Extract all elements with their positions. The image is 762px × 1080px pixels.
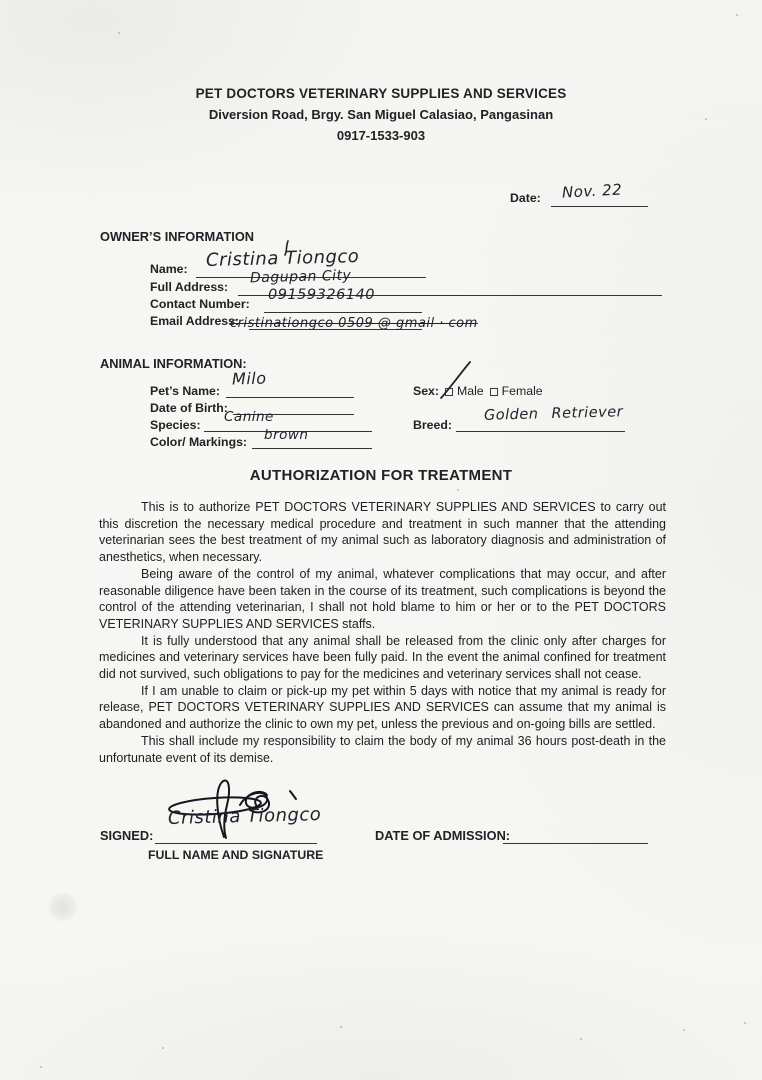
breed-handwritten: Golden Retriever: [483, 404, 624, 424]
clinic-phone: 0917-1533-903: [336, 128, 426, 143]
female-checkbox: [490, 388, 498, 396]
paper-speck: [580, 1038, 582, 1040]
date-label: Date:: [510, 191, 541, 205]
authorization-paragraph-5: This shall include my responsibility to claim the body of my animal 36 hours post-death in the unfortunate event of its demise.: [99, 733, 666, 765]
species-handwritten: Canine: [224, 409, 274, 425]
dob-label: Date of Birth:: [150, 401, 228, 415]
owner-email-label: Email Address:: [150, 314, 240, 328]
authorization-paragraph-3: It is fully understood that any animal shall be released from the clinic only after charges for medicines and veterinary services have been fully paid. In the event the animal confined for treatment did not survived, such obligations to pay for the medicines and veterinary services shall not cease.: [99, 633, 666, 682]
owner-address-label: Full Address:: [150, 280, 229, 294]
paper-speck: [705, 118, 707, 120]
authorization-title: AUTHORIZATION FOR TREATMENT: [249, 467, 513, 484]
authorization-paragraph-4: If I am unable to claim or pick-up my pet within 5 days with notice that my animal is ready for release, PET DOCTORS VETERINARY SUPPLIES AND SERVICES can assume that my animal is abandoned and authorize the clinic to own my pet, unless the previous and on-going bills are settled.: [99, 683, 666, 732]
authorization-paragraph-2: Being aware of the control of my animal, whatever complications that may occur, and after reasonable diligence have been taken in the course of its treatment, such complications is beyond the control of the attending veterinarian, I shall not hold blame to him or her or to the PET DOCTORS VETERINARY SUPPLIES AND SERVICES staffs.: [99, 566, 666, 631]
date-of-admission-line: [503, 843, 648, 844]
male-checkmark: [436, 360, 480, 402]
paper-speck: [744, 1022, 746, 1024]
paper-speck: [457, 489, 459, 491]
paper-speck: [118, 32, 120, 34]
pet-name-line: [226, 397, 354, 398]
pet-name-label: Pet’s Name:: [150, 384, 220, 398]
owner-info-title: OWNER’S INFORMATION: [100, 229, 255, 244]
color-markings-label: Color/ Markings:: [150, 435, 248, 449]
clinic-name: PET DOCTORS VETERINARY SUPPLIES AND SERVICES: [195, 86, 567, 101]
pet-name-handwritten: Milo: [231, 368, 267, 389]
breed-line: [456, 431, 625, 432]
owner-address-handwritten: Dagupan City: [249, 267, 352, 287]
authorization-paragraph-1: This is to authorize PET DOCTORS VETERINARY SUPPLIES AND SERVICES to carry out this discretion the necessary medical procedure and treatment in such manner that the attending veterinarian sees the best treatment of my animal such as laboratory diagnosis and administration of anesthetics, when necessary.: [99, 500, 666, 565]
male-label: Male: [456, 384, 484, 398]
paper-speck: [736, 14, 738, 16]
signed-label: SIGNED:: [100, 828, 154, 843]
paper-speck: [40, 1066, 42, 1068]
owner-name-handwritten: Cristina Tiongco: [205, 245, 360, 272]
authorization-body: [99, 499, 666, 766]
owner-contact-line: [264, 312, 422, 313]
owner-name-label: Name:: [150, 262, 188, 276]
clinic-address: Diversion Road, Brgy. San Miguel Calasiao, Pangasinan: [208, 107, 554, 122]
color-markings-line: [252, 448, 372, 449]
owner-email-handwritten: cristinationgco 0509 @ gmail · com: [230, 316, 478, 331]
color-handwritten: brown: [264, 427, 309, 443]
paper-speck: [683, 1029, 685, 1031]
breed-label: Breed:: [413, 418, 452, 432]
paper-smudge: [48, 892, 78, 922]
species-label: Species:: [150, 418, 201, 432]
sex-label: Sex:: [413, 384, 439, 398]
full-name-caption: FULL NAME AND SIGNATURE: [148, 848, 324, 862]
date-of-admission-label: DATE OF ADMISSION:: [375, 828, 511, 843]
animal-info-title: ANIMAL INFORMATION:: [100, 356, 247, 371]
signed-line: [155, 843, 317, 844]
paper-speck: [162, 1047, 164, 1049]
owner-contact-handwritten: 09159326140: [268, 287, 375, 303]
date-line: [551, 206, 648, 207]
female-label: Female: [501, 384, 543, 398]
signed-name-handwritten: Cristina Tiongco: [167, 803, 322, 830]
paper-speck: [340, 1026, 342, 1028]
date-value-handwritten: Nov. 22: [561, 180, 623, 202]
owner-contact-label: Contact Number:: [150, 297, 250, 311]
